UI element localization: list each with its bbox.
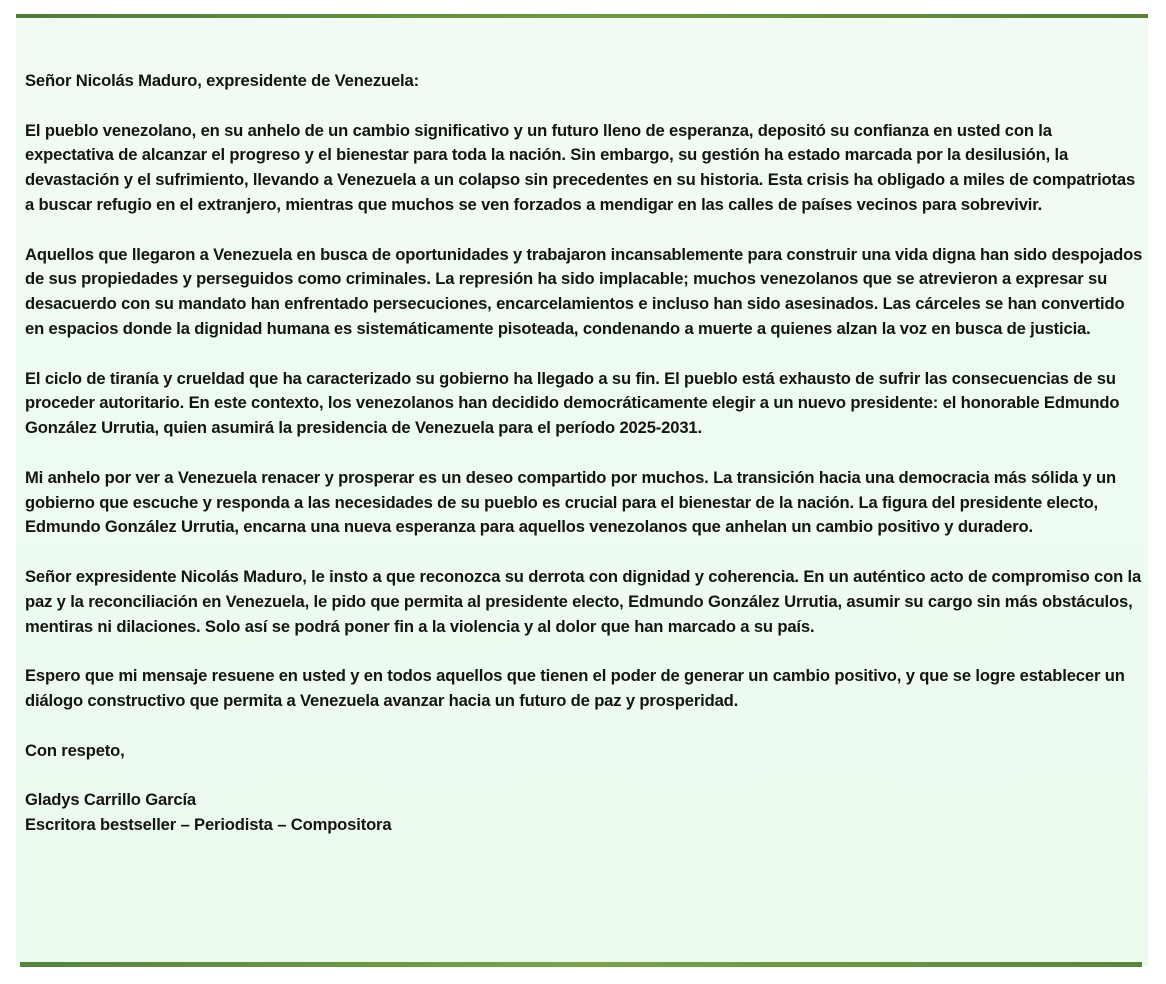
top-divider [16, 14, 1148, 18]
closing: Con respeto, [25, 740, 125, 760]
paragraph-5: Señor expresidente Nicolás Maduro, le insto a que reconozca su derrota con dignidad y coherencia. En un auténtico acto de compromiso con la paz y la reconciliación en Venezuela, le pido que permita al presidente electo, Edmundo González Urrutia, asumir su cargo sin más obstáculos, mentiras ni dilaciones. Solo así se podrá poner fin a la violencia y al dolor que han marcado a su país. [25, 566, 1142, 636]
paragraph-6: Espero que mi mensaje resuene en usted y en todos aquellos que tienen el poder de generar un cambio positivo, y que se logre establecer un diálogo constructivo que permita a Venezuela avanzar hacia un futuro de paz y prosperidad. [25, 666, 1125, 710]
signature-name: Gladys Carrillo García [25, 790, 197, 810]
signature-title: Escritora bestseller – Periodista – Compositora [25, 814, 392, 834]
paragraph-3: El ciclo de tiranía y crueldad que ha caracterizado su gobierno ha llegado a su fin. El pueblo está exhausto de sufrir las consecuencias de su proceder autoritario. En este contexto, los venezolanos han decidido democráticamente elegir a un nuevo presidente: el honorable Edmundo González Urrutia, quien asumirá la presidencia de Venezuela para el período 2025-2031. [25, 368, 1120, 438]
paragraph-4: Mi anhelo por ver a Venezuela renacer y prosperar es un deseo compartido por muchos. La transición hacia una democracia más sólida y un gobierno que escuche y responda a las necesidades de su pueblo es crucial para el bienestar de la nación. La figura del presidente electo, Edmundo González Urrutia, encarna una nueva esperanza para aquellos venezolanos que anhelan un cambio positivo y duradero. [25, 467, 1116, 537]
open-letter [25, 69, 1143, 838]
salutation: Señor Nicolás Maduro, expresidente de Venezuela: [25, 71, 419, 90]
paragraph-2: Aquellos que llegaron a Venezuela en busca de oportunidades y trabajaron incansablemente para construir una vida digna han sido despojados de sus propiedades y perseguidos como criminales. La represión ha sido implacable; muchos venezolanos que se atrevieron a expresar su desacuerdo con su mandato han enfrentado persecuciones, encarcelamientos e incluso han sido asesinados. Las cárceles se han convertido en espacios donde la dignidad humana es sistemáticamente pisoteada, condenando a muerte a quienes alzan la voz en busca de justicia. [25, 244, 1143, 338]
bottom-divider [20, 962, 1142, 967]
paragraph-1: El pueblo venezolano, en su anhelo de un cambio significativo y un futuro lleno de esperanza, depositó su confianza en usted con la expectativa de alcanzar el progreso y el bienestar para toda la nación. Sin embargo, su gestión ha estado marcada por la desilusión, la devastación y el sufrimiento, llevando a Venezuela a un colapso sin precedentes en su historia. Esta crisis ha obligado a miles de compatriotas a buscar refugio en el extranjero, mientras que muchos se ven forzados a mendigar en las calles de países vecinos para sobrevivir. [25, 120, 1136, 214]
